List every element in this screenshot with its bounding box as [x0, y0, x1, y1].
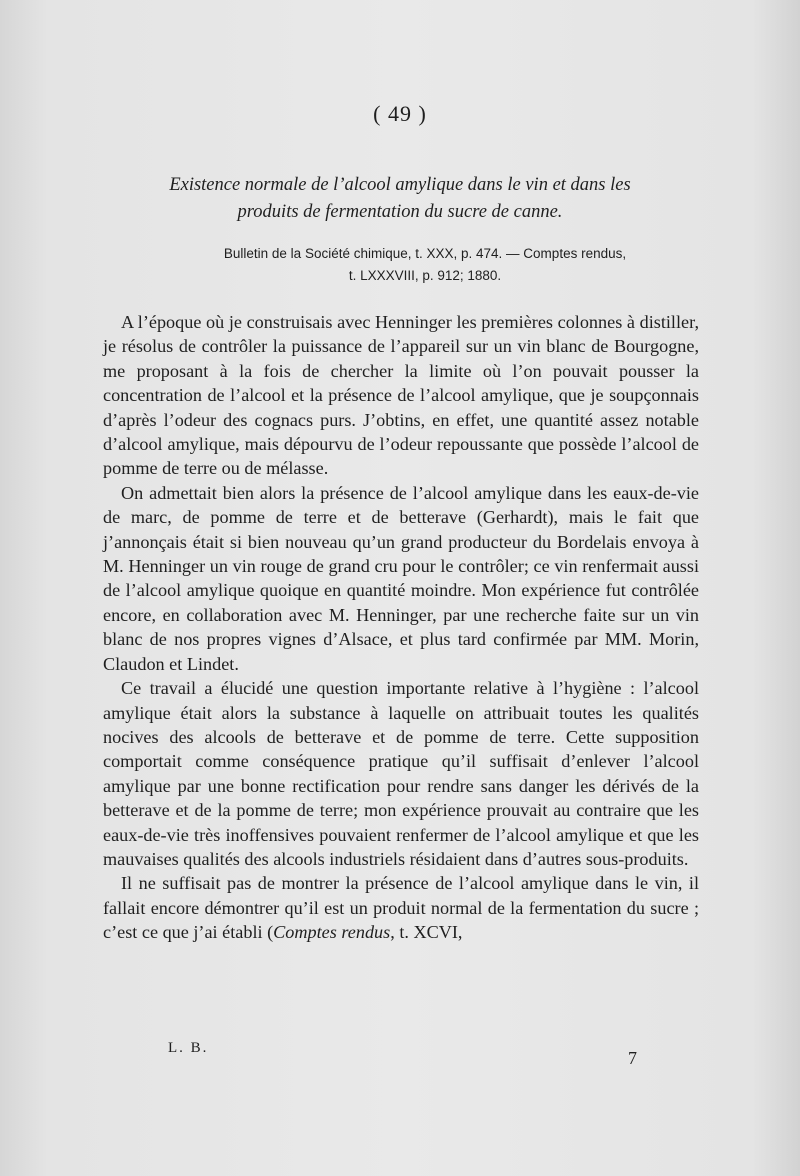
page-number: ( 49 ): [373, 101, 427, 126]
paragraph-4-citation: Comptes rendus: [273, 922, 391, 943]
paragraph-4-text: Il ne suffisait pas de montrer la présence de l’alcool amylique dans le vin, il fallait encore démontrer qu’il est un produit normal de la fermentation du sucre ; c’est ce que j’ai établi (: [103, 873, 699, 943]
reference-line-1: Bulletin de la Société chimique, t. XXX, p. 474. — Comptes rendus,: [223, 246, 627, 261]
paragraph-4: [103, 871, 699, 944]
paragraph-1: A l’époque où je construisais avec Henninger les premières colonnes à distiller, je résolus de contrôler la puissance de l’appareil sur un vin blanc de Bourgogne, me proposant à la fois de chercher la limite où l’on pouvait pousser la concentration de l’alcool et la présence de l’alcool amylique, que je soupçonnais d’après l’odeur des cognacs purs. J’obtins, en effet, une quantité assez notable d’alcool amylique, mais dépourvu de l’odeur repoussante que possède l’alcool de pomme de terre ou de mélasse.: [103, 312, 699, 479]
paragraph-4-end: , t. XCVI,: [390, 922, 463, 943]
paragraph-2: On admettait bien alors la présence de l’alcool amylique dans les eaux-de-vie de marc, de pomme de terre et de betterave (Gerhardt), mais le fait que j’annonçais était si bien nouveau qu’un grand producteur du Bordelais envoya à M. Henninger un vin rouge de grand cru pour le contrôler; ce vin renfermait aussi de l’alcool amylique quoique en quantité moindre. Mon expérience fut contrôlée encore, en collaboration avec M. Henninger, par une recherche faite sur un vin blanc de nos propres vignes d’Alsace, et plus tard confirmée par MM. Morin, Claudon et Lindet.: [103, 482, 699, 674]
bibliographic-reference: [110, 243, 740, 287]
sheet-number: 7: [628, 1048, 637, 1068]
reference-line-2: t. LXXXVIII, p. 912; 1880.: [348, 268, 502, 283]
body-text: [103, 310, 699, 945]
title-line-2: produits de fermentation du sucre de canne.: [237, 202, 563, 222]
paragraph-3: Ce travail a élucidé une question importante relative à l’hygiène : l’alcool amylique était alors la substance à laquelle on attribuait toutes les qualités nocives des alcools de betterave et de pomme de terre. Cette supposition comportait comme conséquence pratique qu’il suffisait d’enlever l’alcool amylique par une bonne rectification pour rendre sans danger les dérivés de la betterave et de la pomme de terre; mon expérience prouvait au contraire que les eaux-de-vie très inoffensives pouvaient renfermer de l’alcool amylique et que les mauvaises qualités des alcools industriels résidaient dans d’autres sous-produits.: [103, 678, 699, 869]
title-line-1: Existence normale de l’alcool amylique dans le vin et dans les: [169, 175, 631, 195]
signature-mark: L. B.: [168, 1040, 209, 1056]
article-title: [110, 172, 690, 226]
